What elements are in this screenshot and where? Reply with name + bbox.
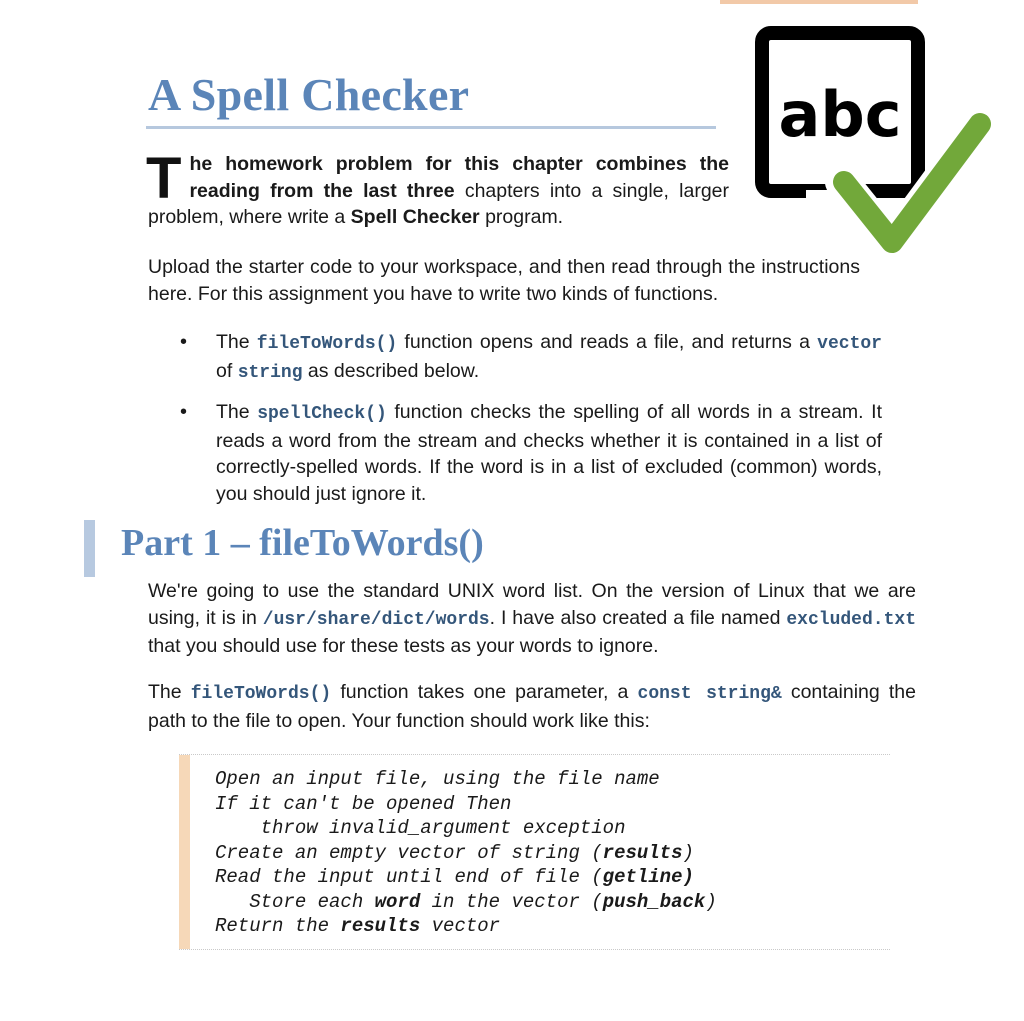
- abc-check-icon: [752, 22, 992, 254]
- pseudocode-block: [179, 754, 890, 950]
- list-item: • The fileToWords() function opens and reads a file, and returns a vector of string as described below.: [180, 331, 882, 383]
- pseudocode-line: Read the input until end of file (getline): [215, 866, 694, 888]
- instructions-paragraph: Upload the starter code to your workspace, and then read through the instructions here. For this assignment you have to write two kinds of functions.: [148, 256, 860, 305]
- pseudocode-line: Store each word in the vector (push_back): [215, 890, 717, 913]
- function-description-paragraph: The fileToWords() function takes one parameter, a const string& containing the path to the file to open. Your function should work like this:: [148, 681, 916, 732]
- pseudocode-line: Open an input file, using the file name: [215, 768, 660, 790]
- page-title: A Spell Checker: [148, 69, 470, 120]
- section-heading: Part 1 – fileToWords(): [121, 522, 484, 564]
- pseudocode-line: Return the results vector: [215, 915, 501, 937]
- title-underline: [146, 126, 716, 129]
- pseudocode-accent-bar: [179, 755, 190, 949]
- top-accent-bar: [720, 0, 918, 4]
- drop-cap: T: [146, 146, 182, 211]
- section-accent-bar: [84, 520, 95, 577]
- pseudocode-line: If it can't be opened Then: [215, 792, 512, 815]
- list-item: • The spellCheck() function checks the spelling of all words in a stream. It reads a word from the stream and checks whether it is contained in a list of correctly-spelled words. If the word is in a list of excluded (common) words, you should just ignore it.: [180, 401, 882, 505]
- abc-logo-text: abc: [778, 78, 902, 151]
- pseudocode-line: Create an empty vector of string (results): [215, 841, 694, 864]
- intro-paragraph: The homework problem for this chapter combines the reading from the last three chapters into a single, larger problem, where write a Spell Checker program.: [146, 146, 729, 228]
- function-list: [180, 329, 882, 507]
- pseudocode-line: throw invalid_argument exception: [215, 817, 626, 839]
- word-list-paragraph: We're going to use the standard UNIX word list. On the version of Linux that we are using, it is in /usr/share/dict/words. I have also created a file named excluded.txt that you should use for these tests as your words to ignore.: [148, 580, 916, 657]
